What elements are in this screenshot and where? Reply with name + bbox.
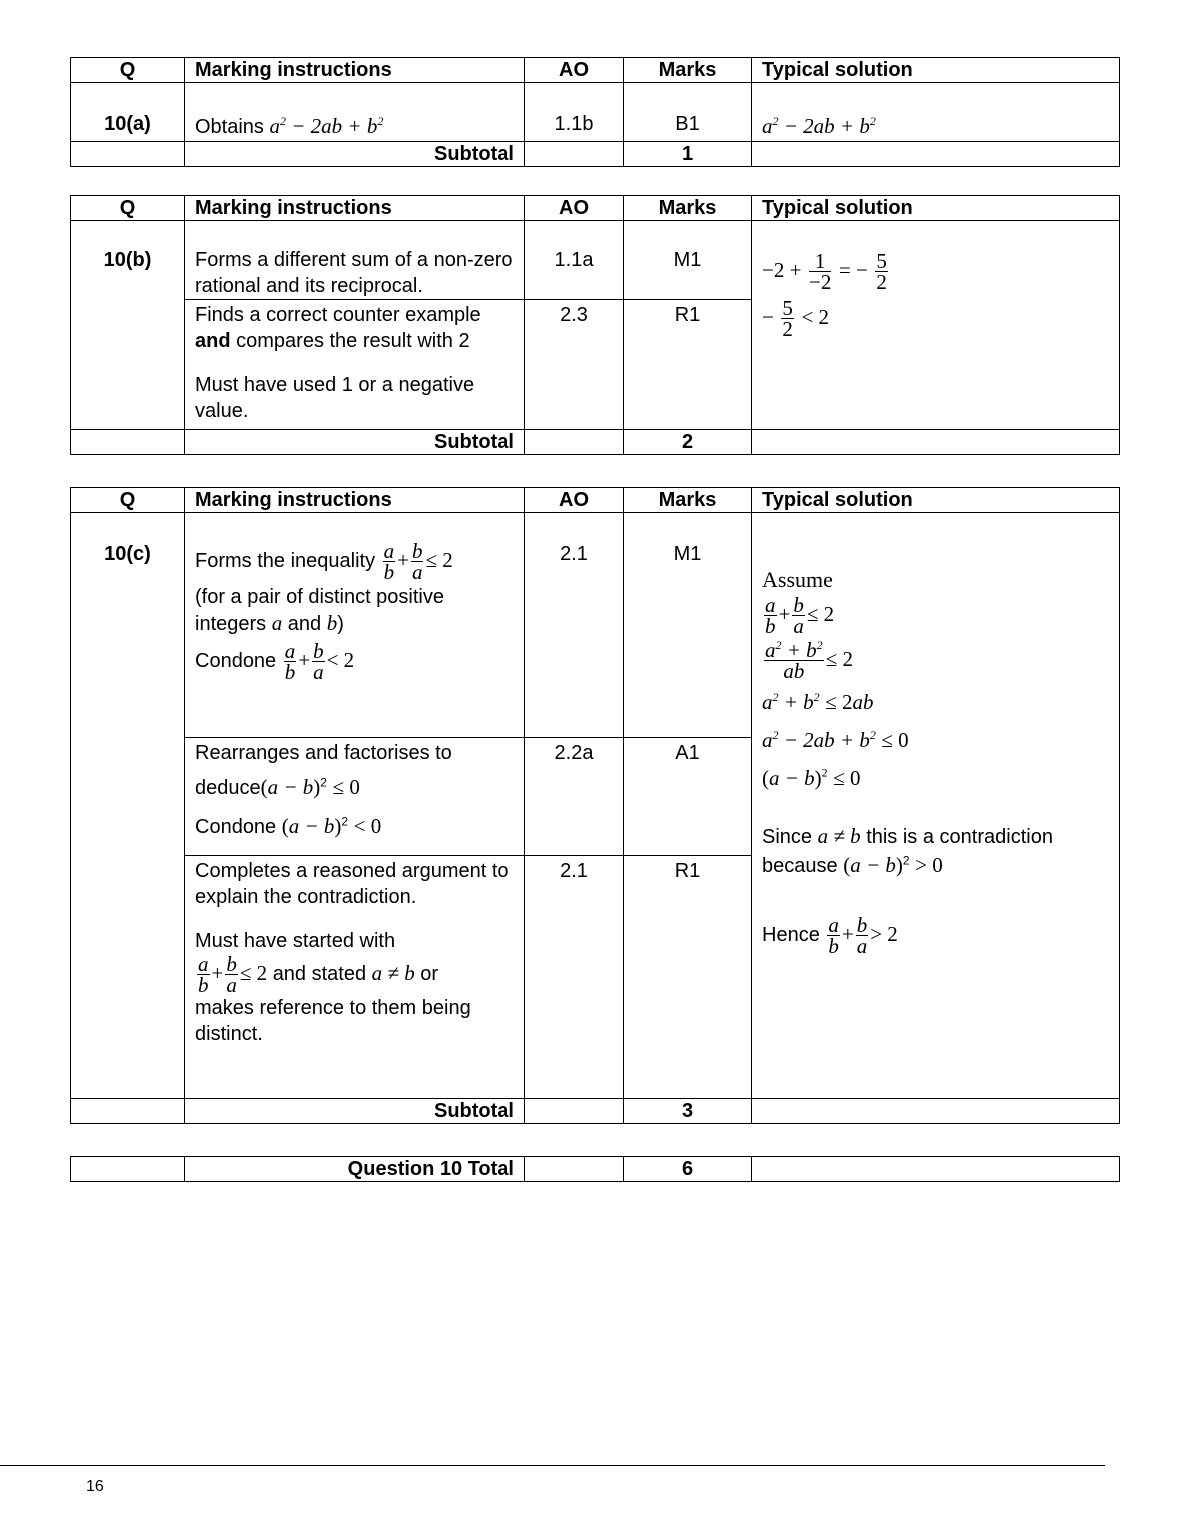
marking-instruction: Obtains $a^2 - 2ab + b^2$ — [185, 83, 525, 142]
header-q: Q — [71, 58, 185, 83]
header-solution: Typical solution — [752, 58, 1120, 83]
mark-code: A1 — [624, 738, 752, 856]
solution-since: Since a ≠ b this is a contradiction — [762, 824, 1053, 848]
header-solution: Typical solution — [752, 196, 1120, 221]
typical-solution — [752, 513, 1120, 1099]
math-expression: $(a - b)^2 \le 0$ — [762, 765, 861, 790]
math-expression: $a^2 - 2ab + b^2$ — [269, 114, 384, 138]
solution-hence: Hence $\frac{a}{b}$ + $\frac{b}{a}$ > 2 — [762, 913, 898, 958]
table-row — [71, 513, 1120, 738]
header-marking: Marking instructions — [185, 196, 525, 221]
footer-divider — [0, 1465, 1105, 1466]
header-ao: AO — [525, 58, 624, 83]
subtotal-label: Subtotal — [185, 1099, 525, 1124]
marking-instruction: Forms a different sum of a non-zero rational and its reciprocal. — [185, 221, 525, 300]
typical-solution — [752, 221, 1120, 430]
subtotal-label: Subtotal — [185, 142, 525, 167]
subtotal-row — [71, 430, 1120, 455]
table-row — [71, 221, 1120, 300]
subtotal-row — [71, 1099, 1120, 1124]
header-marks: Marks — [624, 196, 752, 221]
table-10c — [70, 487, 1120, 1124]
math-expression: $\frac{a^2 + b^2}{ab}$ ≤ 2 — [765, 638, 853, 683]
page-number: 16 — [86, 1478, 104, 1495]
mark-code: M1 — [624, 221, 752, 300]
mark-code: R1 — [624, 300, 752, 430]
table-header — [71, 488, 1120, 513]
header-marks: Marks — [624, 58, 752, 83]
marking-instruction: Rearranges and factorises to deduce(a − b)$^2$ ≤ 0 Condone $(a - b)^2 < 0$ — [185, 738, 525, 856]
header-q: Q — [71, 196, 185, 221]
header-ao: AO — [525, 196, 624, 221]
total-value: 6 — [624, 1157, 752, 1182]
table-header — [71, 58, 1120, 83]
ao-code: 2.1 — [525, 513, 624, 738]
subtotal-value: 3 — [624, 1099, 752, 1124]
math-expression: $a^2 + b^2 \le 2ab$ — [762, 690, 874, 714]
marking-instruction: Finds a correct counter example and compares the result with 2 Must have used 1 or a negative value. — [185, 300, 525, 430]
ao-code: 1.1a — [525, 221, 624, 300]
marking-instruction: Forms the inequality $\frac{a}{b}$ + $\frac{b}{a}$ ≤ 2 (for a pair of distinct positive integers a and b) Condone $\frac{a}{b}$ + $\frac{b}{a}$ < 2 — [185, 513, 525, 738]
subtotal-row — [71, 142, 1120, 167]
total-row — [71, 1157, 1120, 1182]
ao-code: 1.1b — [525, 83, 624, 142]
header-q: Q — [71, 488, 185, 513]
math-expression: −2 + $\frac{1}{-2}$ = − $\frac{5}{2}$ — [762, 249, 887, 294]
header-marking: Marking instructions — [185, 58, 525, 83]
math-expression: $\frac{a}{b}$ + $\frac{b}{a}$ ≤ 2 — [765, 593, 835, 638]
table-10b — [70, 195, 1120, 455]
mark-code: R1 — [624, 856, 752, 1099]
question-label: 10(b) — [71, 221, 185, 430]
mark-code: M1 — [624, 513, 752, 738]
table-10a — [70, 57, 1120, 167]
marking-note: Must have used 1 or a negative value. — [195, 374, 475, 422]
ao-code: 2.3 — [525, 300, 624, 430]
math-expression: $a^2 - 2ab + b^2$ — [762, 114, 876, 138]
question-label: 10(a) — [71, 83, 185, 142]
subtotal-value: 2 — [624, 430, 752, 455]
ao-code: 2.2a — [525, 738, 624, 856]
mark-code: B1 — [624, 83, 752, 142]
header-marks: Marks — [624, 488, 752, 513]
header-solution: Typical solution — [752, 488, 1120, 513]
solution-assume: Assume — [762, 567, 833, 592]
table-question-total — [70, 1156, 1120, 1182]
header-ao: AO — [525, 488, 624, 513]
subtotal-label: Subtotal — [185, 430, 525, 455]
typical-solution — [752, 83, 1120, 142]
subtotal-value: 1 — [624, 142, 752, 167]
math-expression: − $\frac{5}{2}$ < 2 — [762, 296, 830, 341]
header-marking: Marking instructions — [185, 488, 525, 513]
table-header — [71, 196, 1120, 221]
ao-code: 2.1 — [525, 856, 624, 1099]
solution-because: because $(a - b)^2 > 0$ — [762, 853, 943, 877]
table-row — [71, 83, 1120, 142]
total-label: Question 10 Total — [185, 1157, 525, 1182]
question-label: 10(c) — [71, 513, 185, 1099]
math-expression: $a^2 - 2ab + b^2 \le 0$ — [762, 728, 909, 752]
marking-instruction: Completes a reasoned argument to explain the contradiction. Must have started with $\frac{a}{b}$ + $\frac{b}{a}$ ≤ 2 and stated a ≠ b or makes reference to them being distinct. — [185, 856, 525, 1099]
